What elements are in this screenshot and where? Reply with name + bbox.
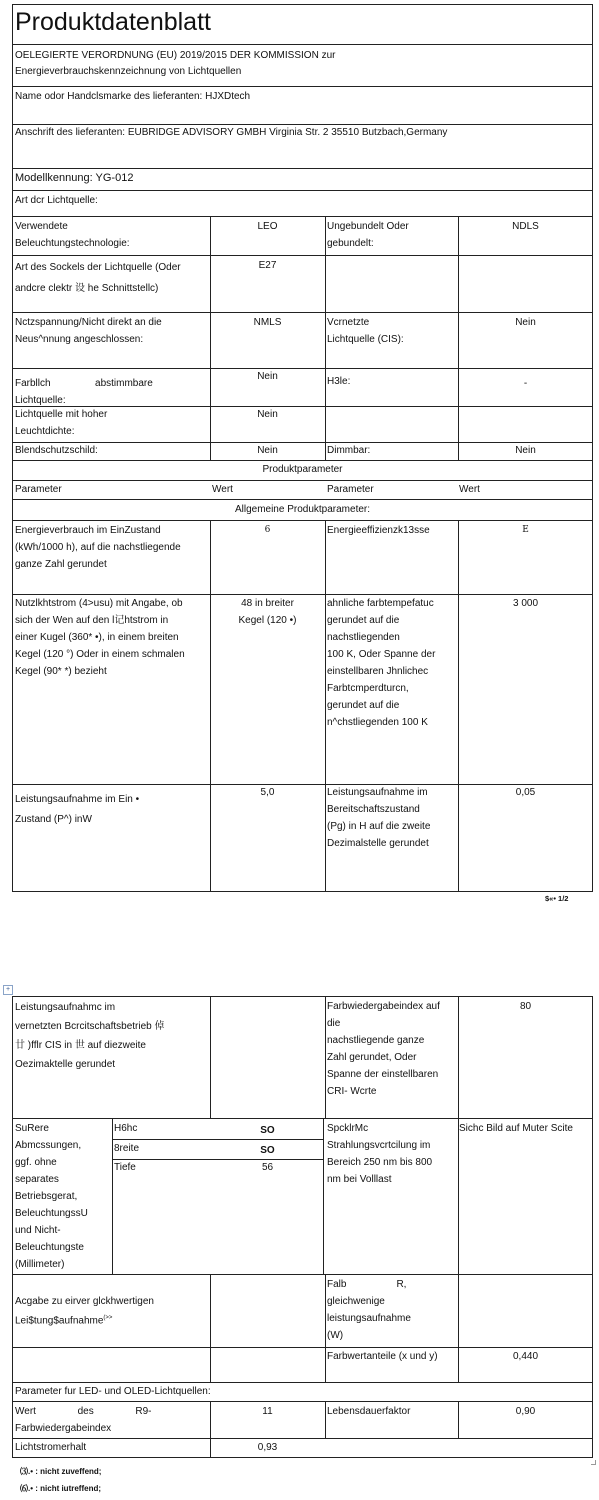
col-param-2: Parameter <box>327 484 374 495</box>
bundled-label: Ungebundelt Oder gebundelt: <box>327 221 409 249</box>
networked-standby-label: Leistungsaufnahmc im vernetzten Bcrcitschaftsbetrieb 倬 廿 )fflr CIS in 世 auf diezweite Oezimaktelle gerundet <box>15 1002 165 1070</box>
tech-label: Verwendete Beleuchtungstechnologie: <box>15 221 130 249</box>
tech-value: LEO <box>257 221 278 232</box>
survival-factor-value: 0,90 <box>515 1406 536 1417</box>
chromaticity-label: Farbwertanteile (x und y) <box>327 1351 438 1362</box>
height-label: H6hc <box>114 1123 138 1134</box>
on-mode-power-label: Leistungsaufnahme im Ein • Zustand (P^) inW <box>15 794 140 825</box>
cri-label: Farbwiedergabeindex auf die nachstliegende ganze Zahl gerundet, Oder Spanne der einstellbaren CRI- Wcrte <box>327 1001 440 1097</box>
dimmable-value: Nein <box>515 445 536 456</box>
high-luminance-label: Lichtquelle mit hoher Leuchtdichte: <box>15 409 108 437</box>
led-params-heading: Parameter fur LED- und OLED-Lichtquellen: <box>15 1386 211 1397</box>
colour-tunable-value: Nein <box>257 371 278 382</box>
energy-consumption-value: 6 <box>264 525 271 535</box>
energy-consumption-label: Energieverbrauch im EinZustand (kWh/1000 h), auf die nachstliegende ganze Zahl gerundet <box>15 525 181 570</box>
standby-power-value: 0,05 <box>515 787 536 798</box>
supplier-name: Name odor Handclsmarke des lieferanten: HJXDtech <box>15 91 251 102</box>
dimmable-label: Dimmbar: <box>327 445 371 456</box>
table-move-handle-icon[interactable]: + <box>3 985 13 995</box>
efficiency-class-label: Energieeffizienzk13sse <box>327 525 430 536</box>
standby-power-label: Leistungsaufnahme im Bereitschaftszustand (Pg) in H auf die zweite Dezimalstelle gerundet <box>327 787 431 849</box>
mains-value: NMLS <box>253 317 282 328</box>
connected-value: Nein <box>515 317 536 328</box>
equivalent-power-text: Acgabe zu eirver glckhwertigen Lei$tung$aufnahme <box>15 1296 154 1327</box>
mains-label: Nctzspannung/Nicht direkt an die Neus^nnung angeschlossen: <box>15 317 162 345</box>
envelope-label: H3le: <box>327 376 351 387</box>
table-resize-corner[interactable] <box>591 1460 596 1465</box>
r9-value: 11 <box>262 1406 273 1417</box>
efficiency-class-value: E <box>522 525 529 535</box>
footnote-2: ⑹.• : nicht iutreffend; <box>20 1484 102 1493</box>
height-value: SO <box>260 1125 275 1136</box>
socket-label: Art des Sockels der Lichtquelle (Oder andcre clektr 设 he Schnittstellc) <box>15 262 181 294</box>
high-luminance-value: Nein <box>257 409 278 420</box>
colour-label: Falb R, gleichwenige leistungsaufnahme (W) <box>327 1279 411 1341</box>
cri-value: 80 <box>519 1001 532 1012</box>
regulation-text: OELEGIERTE VERORDNUNG (EU) 2019/2015 DER KOMMISSION zur Energieverbrauchskennzeichnung von Lichtquellen <box>15 50 336 77</box>
r9-label: Wert des R9- Farbwiedergabeindex <box>15 1406 152 1434</box>
anti-glare-label: Blendschutzschild: <box>15 445 98 456</box>
lumen-maintenance-value: 0,93 <box>257 1442 278 1453</box>
light-source-type-heading: Art dcr Lichtquelle: <box>15 195 98 206</box>
depth-label: Tiefe <box>114 1162 136 1173</box>
luminous-flux-value: 48 in breiter Kegel (120 •) <box>238 598 297 626</box>
bundled-value: NDLS <box>512 221 539 232</box>
on-mode-power-value: 5,0 <box>260 787 275 798</box>
footnote-1: ⑶.• : nicht zuveffend; <box>20 1467 102 1476</box>
col-param-1: Parameter <box>15 484 62 495</box>
supplier-address: Anschrift des lieferanten: EUBRIDGE ADVISORY GMBH Virginia Str. 2 35510 Butzbach,Germany <box>15 127 448 138</box>
survival-factor-label: Lebensdauerfaktor <box>327 1406 411 1417</box>
envelope-value: - <box>523 378 528 389</box>
col-wert-1: Wert <box>212 484 233 495</box>
chromaticity-value: 0,440 <box>512 1351 539 1362</box>
cct-value: 3 000 <box>512 598 539 609</box>
general-params-heading: Allgemeine Produktparameter: <box>234 504 371 515</box>
cct-label: ahnliche farbtempefatuc gerundet auf die nachstliegenden 100 K, Oder Spanne der einstellbaren Jhnlichec Farbtcmperdturcn, gerundet auf die n^chstliegenden 100 K <box>327 598 436 728</box>
connected-label: Vcrnetzte Lichtquelle (CIS): <box>327 317 404 345</box>
spectral-distribution-value: Sichc Bild auf Muter Scite <box>459 1123 573 1134</box>
luminous-flux-label: Nutzlkhtstrom (4>usu) mit Angabe, ob sich der Wen auf den l记htstrom in einer Kugel (360* •), in einem breiten Kegel (120 °) Oder in einem schmalen Kegel (90* *) bezieht <box>15 598 185 677</box>
width-value: SO <box>260 1145 275 1156</box>
equivalent-power-sup: (>> <box>103 1315 113 1321</box>
equivalent-power-label <box>15 1276 209 1329</box>
dimensions-label: SuRere Abmcssungen, ggf. ohne separates Betriebsgerat, BeleuchtungssU und Nicht- Beleuchtungste (Millimeter) <box>15 1123 88 1270</box>
product-params-heading: Produktparameter <box>262 464 343 475</box>
model-id: Modellkennung: YG-012 <box>15 172 134 184</box>
colour-tunable-label: Farbllch abstimmbare Lichtquelle: <box>15 378 153 406</box>
anti-glare-value: Nein <box>257 445 278 456</box>
spectral-distribution-label: SpcklrMc Strahlungsvcrtcilung im Bereich 250 nm bis 800 nm bei Volllast <box>327 1123 433 1185</box>
socket-value: E27 <box>258 260 277 271</box>
depth-value: 56 <box>261 1162 274 1173</box>
page-number: $«• 1/2 <box>545 894 569 903</box>
page-title: Produktdatenblatt <box>15 8 211 36</box>
lumen-maintenance-label: Lichtstromerhalt <box>15 1442 87 1453</box>
col-wert-2: Wert <box>459 484 480 495</box>
width-label: 8reite <box>114 1143 140 1154</box>
